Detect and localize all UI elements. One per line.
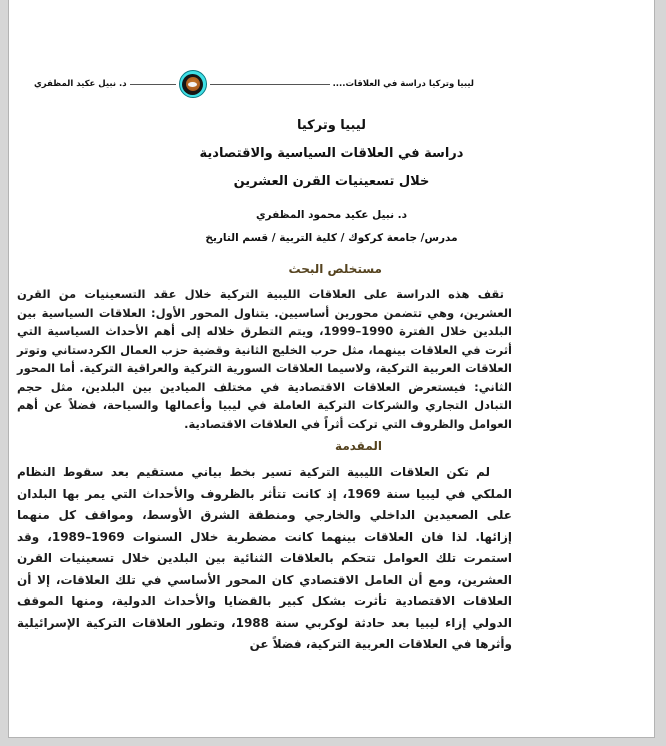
- abstract-section-heading: مستخلص البحث: [288, 262, 382, 276]
- header-rule-right: [210, 84, 330, 85]
- author-name: د. نبيل عكيد محمود المظفري: [255, 209, 408, 221]
- author-affiliation: مدرس/ جامعة كركوك / كلية التربية / قسم التاريخ: [205, 232, 458, 244]
- document-page: [8, 0, 655, 738]
- emblem-globe: [186, 77, 200, 91]
- article-title-line-3: خلال تسعينيات القرن العشرين: [233, 174, 430, 189]
- article-title-line-1: ليبيا وتركيا: [296, 118, 366, 133]
- emblem-center-mark: [188, 82, 197, 87]
- article-title-line-2: دراسة في العلاقات السياسية والاقتصادية: [199, 146, 464, 161]
- header-rule-left: [130, 84, 176, 85]
- page-header: [33, 68, 644, 100]
- author-block: [9, 204, 654, 250]
- article-title-block: [9, 112, 654, 196]
- running-title: ليبيا وتركيا دراسة في العلاقات....: [332, 79, 474, 89]
- header-author-name: د. نبيل عكيد المظفري: [33, 79, 127, 89]
- emblem-inner-ring: [182, 74, 203, 95]
- abstract-paragraph: تقف هذه الدراسة على العلاقات الليبية التركية خلال عقد التسعينيات من القرن العشرين، وهي تتضمن محورين أساسيين. يتناول المحور الأول: العلاقات السياسية بين البلدين خلال الفترة 1990–1999، ويتم التطرق خلاله إلى أهم الأحداث السياسية التي أثرت في العلاقات بينهما، مثل حرب الخليج الثانية وقضية حزب العمال الكردستاني وتوتر العلاقات العربية التركية، ولاسيما العلاقات السورية التركية والعراقية التركية. أما المحور الثاني: فيستعرض العلاقات الاقتصادية في مختلف الميادين بين البلدين، مثل حجم التبادل التجاري والشركات التركية العاملة في ليبيا وأعمالها والسياحة، فضلاً عن أهم العوامل والظروف التي تركت أثراً في العلاقات الاقتصادية.: [17, 287, 512, 431]
- introduction-paragraph: لم تكن العلاقات الليبية التركية تسير بخط بياني مستقيم بعد سقوط النظام الملكي في ليبيا سنة 1969، إذ كانت تتأثر بالظروف والأحداث التي يمر بها البلدان على الصعيدين الداخلي والخارجي ومنطقة الشرق الأوسط، ومواقف كل منهما إزائها. لذا فان العلاقات بينهما كانت مضطربة خلال السنوات 1969–1989، وقد استمرت تلك العوامل تتحكم بالعلاقات الثنائية بين البلدين خلال تسعينيات القرن العشرين، ومع أن العامل الاقتصادي كان المحور الأساسي في تلك العلاقات، إلا أن العلاقات الاقتصادية تأثرت بشكل كبير بالقضايا والأحداث الدولية، ومنها الموقف الدولي إزاء ليبيا بعد حادثة لوكربي سنة 1988، وتطور العلاقات التركية الإسرائيلية وأثرها في العلاقات العربية التركية، فضلاً عن: [17, 465, 512, 651]
- introduction-section-heading: المقدمة: [335, 439, 382, 453]
- university-emblem-icon: [179, 70, 207, 98]
